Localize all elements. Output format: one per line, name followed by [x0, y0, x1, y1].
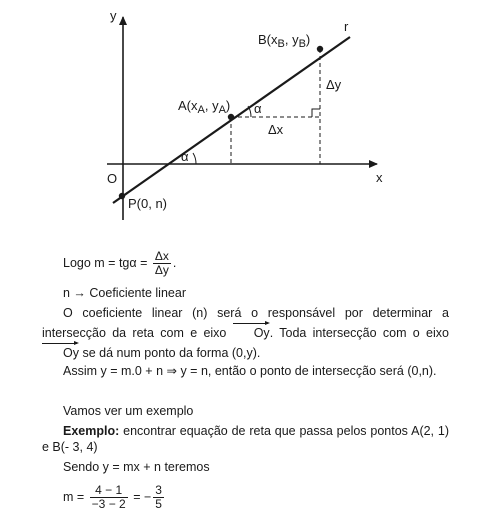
slope-fraction-1: $\frac{4 - 1}{-3 - 2}$	[91, 483, 126, 511]
line-r-label: r	[344, 19, 349, 34]
logo-fraction: $\frac{\Delta x}{\Delta y}$	[154, 249, 169, 277]
point-p-dot	[119, 193, 125, 199]
paragraph-assim: Assim y = m.0 + n ⇒ y = n, então o ponto de intersecção será (0,n).	[63, 364, 437, 378]
point-b-dot	[317, 46, 323, 52]
exemplo-label: Exemplo:	[63, 424, 120, 438]
angle-arc-x	[193, 153, 196, 164]
paragraph-exemplo: Exemplo: encontrar equação de reta que passa pelos pontos A(2, 1) e B(- 3, 4)	[42, 424, 449, 454]
paragraph-vamos: Vamos ver um exemplo	[63, 404, 194, 418]
point-a-dot	[228, 114, 234, 120]
angle-label-a: α	[254, 101, 262, 116]
paragraph-coefficient: O coeficiente linear (n) será o responsável por determinar a intersecção da reta com e eixo Oy. Toda intersecção com o eixo Oy se dá num ponto da forma (0,y).	[42, 306, 449, 360]
right-angle-mark	[312, 109, 320, 117]
delta-y-label: Δy	[326, 77, 342, 92]
logo-formula	[63, 250, 176, 277]
delta-x-label: Δx	[268, 122, 284, 137]
geometry-figure	[0, 0, 499, 240]
point-b-label: $B(x_B$, $y_B$)	[258, 32, 311, 50]
slope-computation: m = $\frac{4 - 1}{-3 - 2}$ = − $\frac{3}{5}$	[63, 483, 162, 511]
slope-fraction-2: $\frac{3}{5}$	[155, 483, 162, 511]
vector-oy-1: Oy	[233, 321, 270, 341]
point-a-label: $A(x_A$, $y_A$)	[178, 98, 231, 116]
y-axis-label: y	[110, 8, 117, 23]
angle-label-x: α	[181, 149, 189, 164]
origin-label: O	[107, 171, 118, 186]
logo-suffix: .	[172, 255, 177, 270]
sendo-line: Sendo y = mx + n teremos	[63, 460, 210, 474]
logo-prefix: Logo m = tgα =	[63, 255, 148, 270]
n-coefficient-line: n → Coeficiente linear	[63, 286, 186, 300]
vector-oy-2: Oy	[42, 341, 79, 361]
point-p-label: P(0, n)	[128, 196, 168, 211]
x-axis-label: x	[376, 170, 383, 185]
